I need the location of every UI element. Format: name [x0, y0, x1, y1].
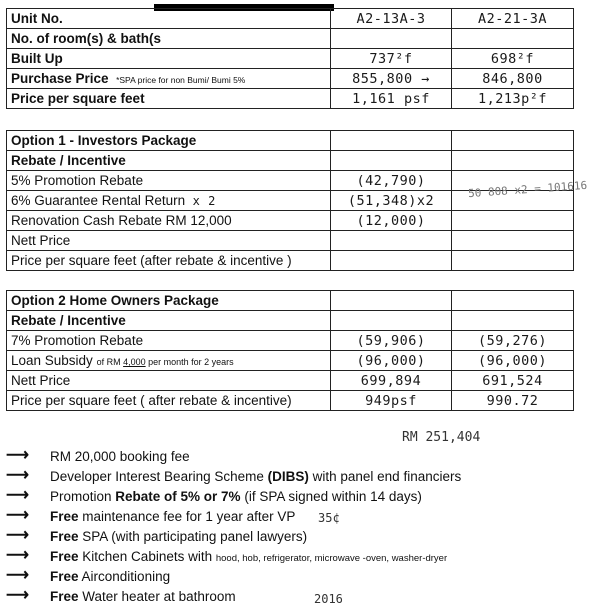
option2-nett-a: 699,894 — [331, 371, 452, 391]
option2-loan-note-post: per month for 2 years — [145, 357, 234, 367]
option2-nett-b: 691,524 — [452, 371, 574, 391]
table-row — [7, 9, 574, 29]
table-row — [7, 251, 574, 271]
table-row — [7, 391, 574, 411]
purchase-price-a: 855,800 → — [331, 69, 452, 89]
table-row — [7, 69, 574, 89]
table-row — [7, 311, 574, 331]
option1-rental-label: 6% Guarantee Rental Return — [11, 193, 186, 208]
list-item: ⟶ RM 20,000 booking fee — [6, 447, 190, 464]
table-row — [7, 89, 574, 109]
option1-nett-b — [452, 231, 574, 251]
rooms-a — [331, 29, 452, 49]
table-row — [7, 291, 574, 311]
benefits-list — [6, 446, 596, 606]
psf-b: 1,213p²f — [452, 89, 574, 109]
option2-loan-note-amt: 4,000 — [123, 357, 146, 367]
purchase-price-cell — [7, 69, 331, 89]
list-item: ⟶ Free Airconditioning — [6, 567, 171, 584]
option2-loan-note-pre: of RM — [96, 357, 124, 367]
year-note: 2016 — [314, 592, 343, 606]
spa-note: *SPA price for non Bumi/ Bumi 5% — [116, 75, 246, 85]
built-up-a: 737²f — [331, 49, 452, 69]
table-row — [7, 49, 574, 69]
option2-title: Option 2 Home Owners Package — [7, 291, 331, 311]
arrow-right-icon: ⟶ — [6, 567, 29, 584]
psf-label: Price per square feet — [7, 89, 331, 109]
option2-nett-label: Nett Price — [7, 371, 331, 391]
table-row — [7, 371, 574, 391]
option1-nett-a — [331, 231, 452, 251]
option2-psf-label: Price per square feet ( after rebate & incentive) — [7, 391, 331, 411]
arrow-right-icon: ⟶ — [6, 587, 29, 604]
rooms-b — [452, 29, 574, 49]
rm-total-note: RM 251,404 — [402, 430, 481, 445]
option1-title: Option 1 - Investors Package — [7, 131, 331, 151]
unit-no-a: A2-13A-3 — [331, 9, 452, 29]
list-item: ⟶ Free maintenance fee for 1 year after VP — [6, 507, 296, 524]
built-up-b: 698²f — [452, 49, 574, 69]
table-row — [7, 231, 574, 251]
table-row — [7, 29, 574, 49]
table-row — [7, 131, 574, 151]
option2-table — [6, 290, 574, 411]
unit-details-table — [6, 8, 574, 109]
arrow-right-icon: ⟶ — [6, 527, 29, 544]
option1-rental-mult: x 2 — [192, 194, 216, 208]
option2-promo-a: (59,906) — [331, 331, 452, 351]
purchase-price-label: Purchase Price — [11, 71, 109, 86]
option1-psf-a — [331, 251, 452, 271]
maintenance-note: 35¢ — [318, 511, 340, 525]
arrow-right-icon: ⟶ — [6, 507, 29, 524]
option2-psf-a: 949psf — [331, 391, 452, 411]
arrow-right-icon: ⟶ — [6, 447, 29, 464]
option2-loan-b: (96,000) — [452, 351, 574, 371]
list-item: ⟶ Free Water heater at bathroom — [6, 587, 236, 604]
option2-promo-b: (59,276) — [452, 331, 574, 351]
built-up-label: Built Up — [7, 49, 331, 69]
option1-promo-label: 5% Promotion Rebate — [7, 171, 331, 191]
option1-reno-b — [452, 211, 574, 231]
unit-no-label: Unit No. — [7, 9, 331, 29]
psf-a: 1,161 psf — [331, 89, 452, 109]
option2-promo-label: 7% Promotion Rebate — [7, 331, 331, 351]
list-item: ⟶ Free Kitchen Cabinets with hood, hob, refrigerator, microwave -oven, washer-dryer — [6, 547, 448, 564]
option1-psf-b — [452, 251, 574, 271]
arrow-right-icon: ⟶ — [6, 547, 29, 564]
arrow-right-icon: ⟶ — [6, 487, 29, 504]
option2-loan-a: (96,000) — [331, 351, 452, 371]
margin-calculation-note: 50 808 x2 = 101616 — [467, 178, 588, 201]
option2-subtitle: Rebate / Incentive — [7, 311, 331, 331]
list-item: ⟶ Developer Interest Bearing Scheme (DIBS) with panel end financiers — [6, 467, 462, 484]
arrow-right-icon: ⟶ — [6, 467, 29, 484]
table-row — [7, 331, 574, 351]
unit-no-b: A2-21-3A — [452, 9, 574, 29]
option1-psf-label: Price per square feet (after rebate & incentive ) — [7, 251, 331, 271]
option2-loan-cell — [7, 351, 331, 371]
option1-subtitle: Rebate / Incentive — [7, 151, 331, 171]
option2-psf-b: 990.72 — [452, 391, 574, 411]
rooms-label: No. of room(s) & bath(s — [7, 29, 331, 49]
table-row — [7, 351, 574, 371]
option1-reno-label: Renovation Cash Rebate RM 12,000 — [7, 211, 331, 231]
list-item: ⟶ Free SPA (with participating panel lawyers) — [6, 527, 308, 544]
option2-loan-label: Loan Subsidy — [11, 353, 93, 368]
option1-rental-cell — [7, 191, 331, 211]
option1-promo-a: (42,790) — [331, 171, 452, 191]
list-item: ⟶ Promotion Rebate of 5% or 7% (if SPA signed within 14 days) — [6, 487, 422, 504]
option1-nett-label: Nett Price — [7, 231, 331, 251]
option1-reno-a: (12,000) — [331, 211, 452, 231]
purchase-price-b: 846,800 — [452, 69, 574, 89]
option1-table — [6, 130, 574, 271]
table-row — [7, 151, 574, 171]
option1-rental-a: (51,348)x2 — [331, 191, 452, 211]
table-row — [7, 211, 574, 231]
